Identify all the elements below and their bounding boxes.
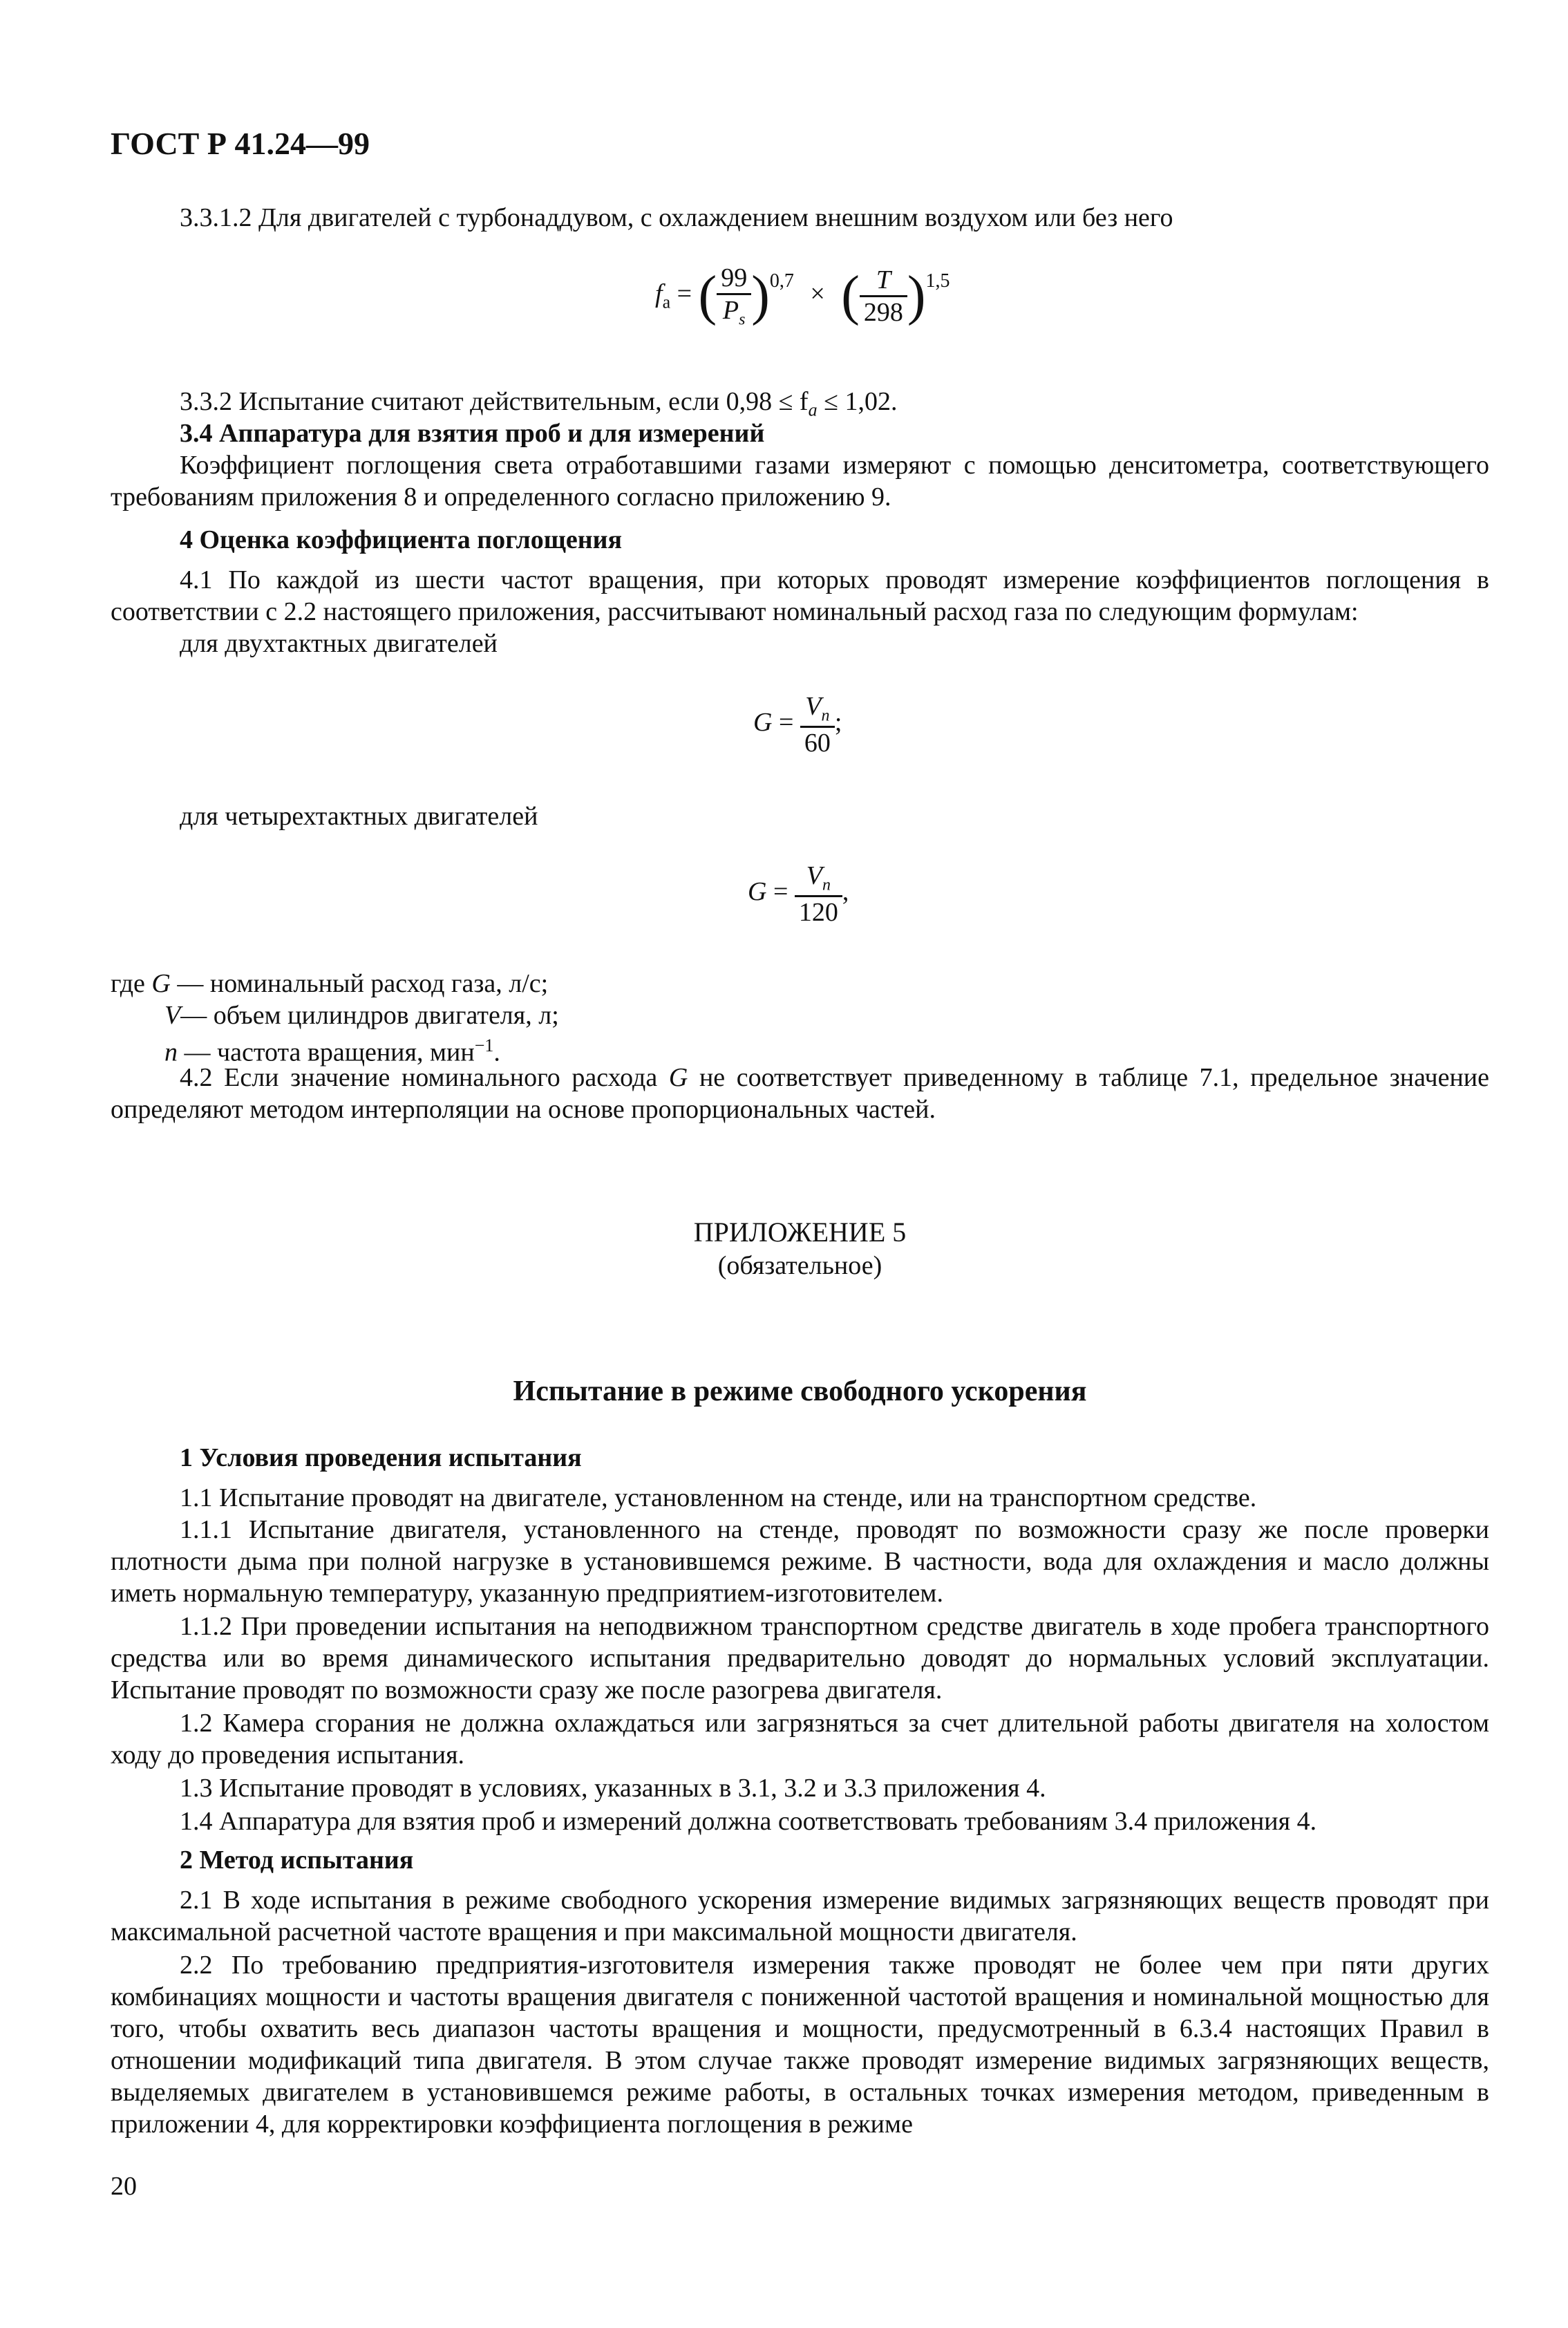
appendix-heading: Испытание в режиме свободного ускорения: [513, 1376, 1087, 1407]
paragraph-22: 2.2 По требованию предприятия-изготовителя измерения также проводят не более чем при пяти других комбинациях мощности и частоты вращения двигателя с пониженной частотой вращения и номинальной мощностью для того, чтобы охватить весь диапазон частоты вращения и мощности, предусмотренный в 6.3.4 настоящих Правил в отношении модификаций типа двигателя. В этом случае также проводят измерение видимых загрязняющих веществ, выделяемых двигателем в установившемся режиме работы, в остальных точках измерения методом, приведенным в приложении 4, для корректировки коэффициента поглощения в режиме: [111, 1951, 1489, 2139]
paragraph-111: 1.1.1 Испытание двигателя, установленного на стенде, проводят по возможности сразу же после проверки плотности дыма при полной нагрузке в установившемся режиме. В частности, вода для охлаждения и масло должны иметь нормальную температуру, указанную предприятием-изготовителем.: [111, 1515, 1489, 1608]
formula-fa-lhs: f: [655, 279, 663, 309]
formula2-num-sub: n: [822, 876, 831, 894]
formula1-lhs: G: [753, 708, 773, 738]
paragraph-42-post: не соответствует приведенному в таблице 7.1, предельное значение определяют методом интерполяции на основе пропорциональных частей.: [111, 1063, 1489, 1124]
heading-method: 2 Метод испытания: [180, 1846, 414, 1875]
heading-4: 4 Оценка коэффициента поглощения: [180, 525, 623, 554]
where-g: где G — номинальный расход газа, л/с;: [111, 969, 549, 998]
paragraph-42-symbol: G: [668, 1063, 688, 1092]
formula-fa-num1: 99: [717, 263, 751, 295]
paragraph-42: [111, 1062, 1489, 1125]
formula-g-two-stroke: [753, 691, 842, 758]
appendix-subtitle: (обязательное): [717, 1251, 882, 1280]
formula-fa-lhs-sub: a: [662, 292, 671, 312]
formula2-num: V: [806, 861, 822, 890]
heading-conditions: 1 Условия проведения испытания: [180, 1443, 582, 1472]
paragraph-42-pre: 4.2 Если значение номинального расхода: [180, 1063, 669, 1092]
formula2-den: 120: [798, 897, 838, 927]
page-number: 20: [111, 2172, 137, 2201]
formula-fa-den1: P: [722, 296, 739, 325]
formula2-tail: ,: [842, 877, 849, 907]
label-four-stroke: для четырехтактных двигателей: [180, 802, 538, 831]
paragraph-112: 1.1.2 При проведении испытания на неподвижном транспортном средстве двигатель в ходе пробега транспортного средства или во время динамического испытания предварительно доводят до нормальных условий эксплуатации. Испытание проводят по возможности сразу же после разогрева двигателя.: [111, 1612, 1489, 1705]
where-n-sup: −1: [474, 1035, 494, 1055]
formula-fa: $f_a$ = ( $\frac{99}{P_s}$ )$^{0,7}$ × ( $\frac{T}{298}$ )$^{1,5}$: [655, 263, 950, 329]
heading-34: 3.4 Аппаратура для взятия проб и для измерений: [180, 419, 765, 448]
formula-fa-exp1: 0,7: [769, 270, 794, 292]
formula-g-four-stroke: [748, 861, 849, 928]
formula1-num: V: [805, 692, 822, 721]
where-n-text: — частота вращения, мин: [178, 1038, 475, 1067]
paragraph-332-tail: ≤ 1,02.: [817, 387, 898, 416]
where-g-symbol: G: [151, 969, 171, 998]
formula1-den: 60: [804, 728, 831, 758]
paragraph-11: 1.1 Испытание проводят на двигателе, установленном на стенде, или на транспортном средстве.: [180, 1483, 1257, 1512]
paragraph-13: 1.3 Испытание проводят в условиях, указанных в 3.1, 3.2 и 3.3 приложения 4.: [180, 1774, 1046, 1803]
where-v-text: — объем цилиндров двигателя, л;: [180, 1001, 559, 1030]
formula-fa-exp2: 1,5: [925, 270, 950, 292]
paragraph-14: 1.4 Аппаратура для взятия проб и измерений должна соответствовать требованиям 3.4 приложения 4.: [180, 1807, 1317, 1836]
doc-header: ГОСТ Р 41.24—99: [111, 126, 370, 161]
paragraph-332-sub: a: [808, 400, 818, 420]
paragraph-332-text: 3.3.2 Испытание считают действительным, если 0,98 ≤ f: [180, 387, 809, 416]
paragraph-12: 1.2 Камера сгорания не должна охлаждаться или загрязняться за счет длительной работы двигателя на холостом ходу до проведения испытания.: [111, 1709, 1489, 1770]
formula-fa-den1-sub: s: [739, 310, 746, 329]
formula1-num-sub: n: [821, 706, 830, 725]
where-v-symbol: V: [164, 1001, 181, 1030]
appendix-title: ПРИЛОЖЕНИЕ 5: [693, 1217, 907, 1248]
formula-fa-times: ×: [810, 279, 825, 309]
paragraph-21: 2.1 В ходе испытания в режиме свободного ускорения измерение видимых загрязняющих веществ проводят при максимальной расчетной частоте вращения и при максимальной мощности двигателя.: [111, 1886, 1489, 1946]
paragraph-3312: 3.3.1.2 Для двигателей с турбонаддувом, с охлаждением внешним воздухом или без него: [180, 203, 1173, 232]
where-g-text: — номинальный расход газа, л/с;: [170, 969, 549, 998]
formula-fa-num2: T: [860, 265, 907, 297]
formula2-lhs: G: [748, 877, 767, 907]
formula1-tail: ;: [834, 708, 842, 738]
formula1-eq: =: [778, 708, 794, 738]
where-v: [164, 999, 559, 1031]
paragraph-34: Коэффициент поглощения света отработавшими газами измеряют с помощью денситометра, соответствующего требованиям приложения 8 и определенного согласно приложению 9.: [111, 451, 1489, 511]
formula-fa-eq: =: [677, 279, 692, 309]
label-two-stroke: для двухтактных двигателей: [180, 629, 498, 658]
paragraph-41: 4.1 По каждой из шести частот вращения, при которых проводят измерение коэффициентов поглощения в соответствии с 2.2 настоящего приложения, рассчитывают номинальный расход газа по следующим формулам:: [111, 565, 1489, 626]
where-n-symbol: n: [164, 1038, 178, 1067]
where-n-tail: .: [493, 1038, 500, 1067]
formula-fa-den2: 298: [863, 297, 903, 327]
formula2-eq: =: [773, 877, 788, 907]
